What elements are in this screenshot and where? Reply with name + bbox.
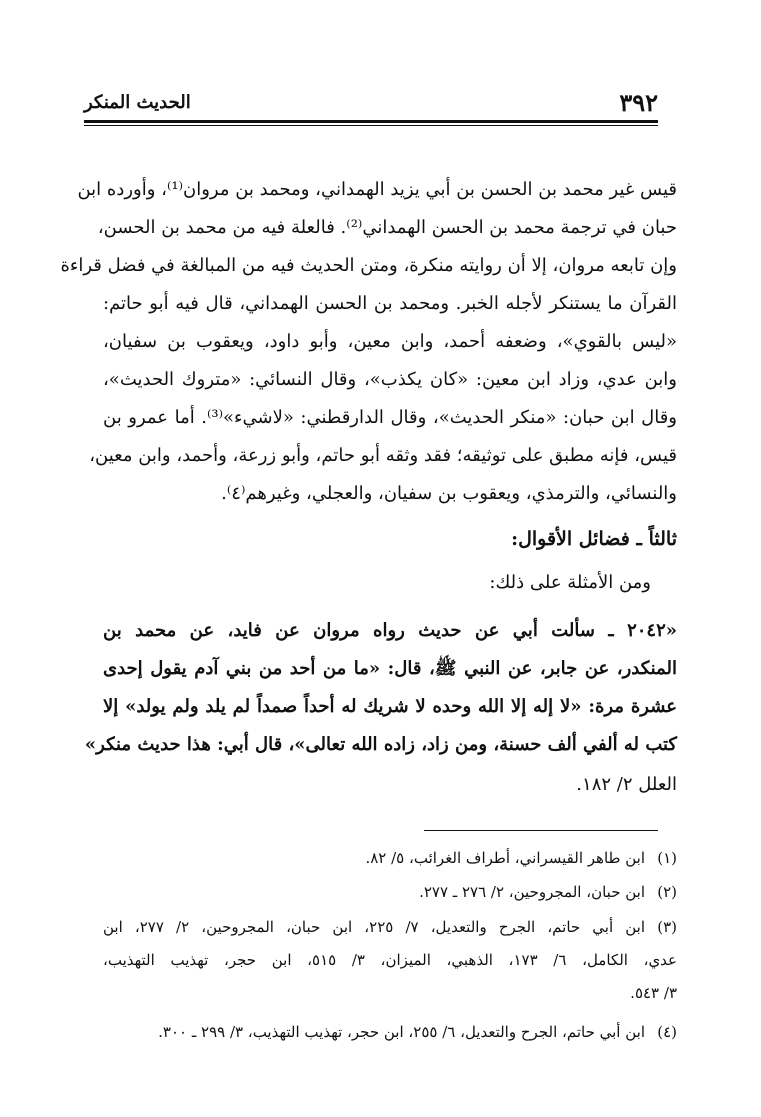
footnote-continuation: ٣/ ٥٤٣. <box>630 984 677 1002</box>
body-line: وإن تابعه مروان، إلا أن روايته منكرة، ومتن الحديث فيه من المبالغة في فضل قراءة <box>60 255 677 276</box>
header-rule <box>84 120 658 123</box>
body-line: والنسائي، والترمذي، ويعقوب بن سفيان، والعجلي، وغيرهم⁽٤⁾. <box>221 483 677 504</box>
footnote-text: ابن أبي حاتم، الجرح والتعديل، ٦/ ٢٥٥، ابن حجر، تهذيب التهذيب، ٣/ ٢٩٩ ـ ٣٠٠. <box>158 1023 645 1041</box>
citation-line: العلل ٢/ ١٨٢. <box>576 774 677 795</box>
section-heading: ثالثاً ـ فضائل الأقوال: <box>511 528 677 550</box>
body-line: قيس غير محمد بن الحسن بن أبي يزيد الهمداني، ومحمد بن مروان⁽¹⁾، وأورده ابن <box>77 179 677 200</box>
body-line: وابن عدي، وزاد ابن معين: «كان يكذب»، وقال النسائي: «متروك الحديث»، <box>103 369 677 390</box>
footnote <box>103 1020 677 1045</box>
body-line: قيس، فإنه مطبق على توثيقه؛ فقد وثقه أبو حاتم، وأبو زرعة، وأحمد، وابن معين، <box>89 445 677 466</box>
footnote-text: ابن أبي حاتم، الجرح والتعديل، ٧/ ٢٢٥، ابن حبان، المجروحين، ٢/ ٢٧٧، ابن <box>103 918 646 936</box>
footnote-number: (٣) <box>657 918 678 936</box>
body-line: وقال ابن حبان: «منكر الحديث»، وقال الدارقطني: «لاشيء»⁽³⁾. أما عمرو بن <box>103 407 677 428</box>
footnote-text: ابن حبان، المجروحين، ٢/ ٢٧٦ ـ ٢٧٧. <box>419 883 645 901</box>
hadith-line: المنكدر، عن جابر، عن النبي ﷺ، قال: «ما من أحد من بني آدم يقول إحدى <box>103 658 677 679</box>
footnote-text: ابن طاهر القيسراني، أطراف الغرائب، ٥/ ٨٢. <box>365 849 645 867</box>
footnote <box>103 880 677 905</box>
footnote-number: (١) <box>657 849 677 867</box>
header-rule-thin <box>84 125 658 126</box>
footnote-number: (٤) <box>657 1023 677 1041</box>
page-header <box>84 88 658 118</box>
hadith-line: عشرة مرة: «لا إله إلا الله وحده لا شريك له أحداً صمداً لم يلد ولم يولد» إلا <box>103 696 677 717</box>
body-line: «ليس بالقوي»، وضعفه أحمد، وابن معين، وأبو داود، ويعقوب بن سفيان، <box>103 331 677 352</box>
running-title: الحديث المنكر <box>84 92 191 113</box>
footnote-number: (٢) <box>657 883 677 901</box>
hadith-line: «٢٠٤٢ ـ سألت أبي عن حديث رواه مروان عن فايد، عن محمد بن <box>103 620 677 641</box>
body-line: حبان في ترجمة محمد بن الحسن الهمداني⁽²⁾. فالعلة فيه من محمد بن الحسن، <box>97 217 677 238</box>
footnote <box>103 915 677 940</box>
footnote-continuation: عدي، الكامل، ٦/ ١٧٣، الذهبي، الميزان، ٣/ ٥١٥، ابن حجر، تهذيب التهذيب، <box>103 951 678 969</box>
footnote-separator <box>424 830 658 831</box>
intro-line: ومن الأمثلة على ذلك: <box>489 572 651 593</box>
footnote <box>103 846 677 871</box>
body-line: القرآن ما يستنكر لأجله الخبر. ومحمد بن الحسن الهمداني، قال فيه أبو حاتم: <box>103 293 677 314</box>
hadith-line: كتب له ألفي ألف حسنة، ومن زاد، زاده الله تعالى»، قال أبي: هذا حديث منكر» <box>84 734 677 755</box>
page-number: ٣٩٢ <box>619 88 658 117</box>
